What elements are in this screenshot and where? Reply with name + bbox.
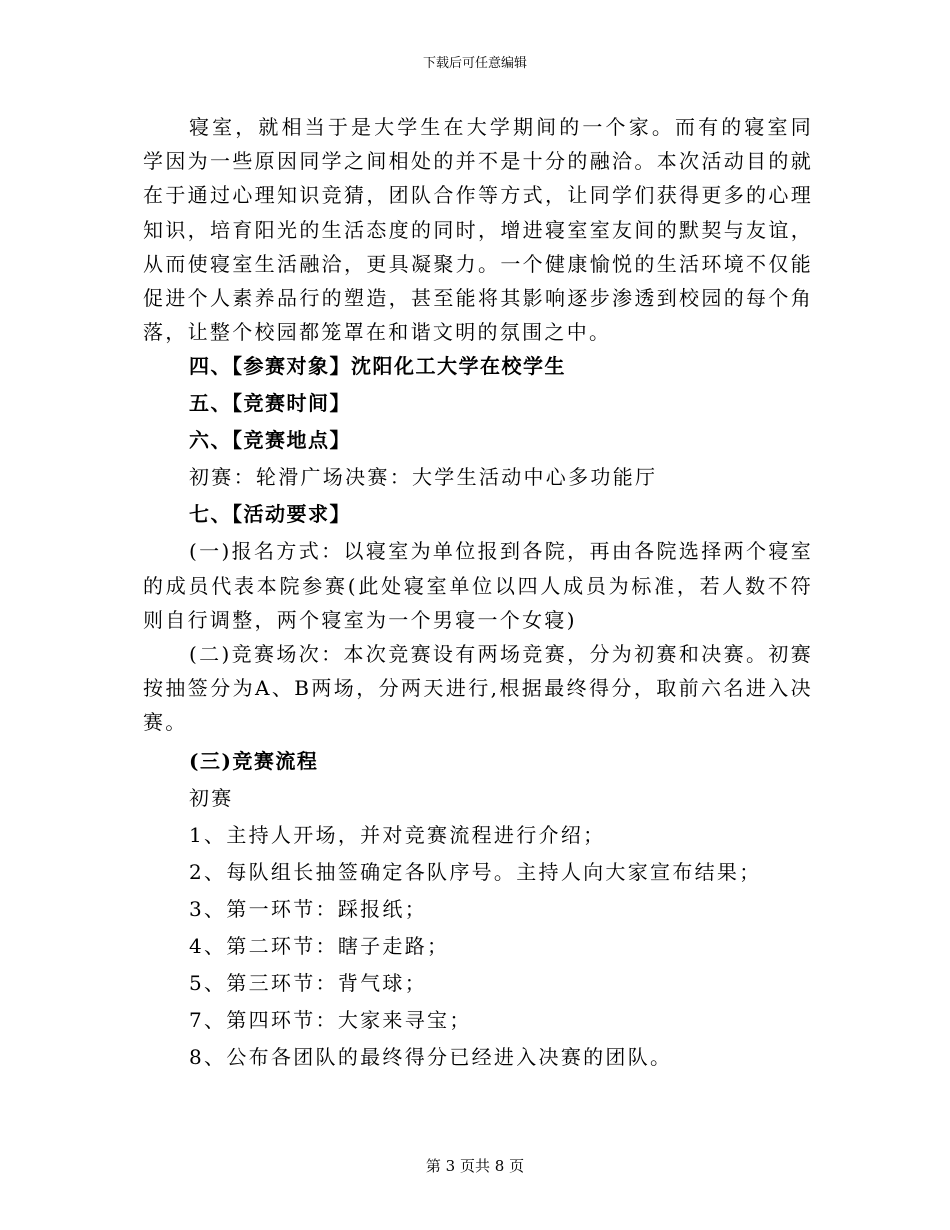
prelim-label: 初赛 (189, 785, 234, 810)
section-7-requirements: 七、【活动要求】 (189, 502, 351, 527)
section-4-participants: 四、【参赛对象】沈阳化工大学在校学生 (189, 354, 566, 379)
page-header: 下载后可任意编辑 (422, 56, 527, 71)
step-item: 8、公布各团队的最终得分已经进入决赛的团队。 (189, 1044, 673, 1069)
requirement-rounds: (二)竞赛场次：本次竞赛设有两场竞赛，分为初赛和决赛。初赛按抽签分为A、B两场，分两天进行,根据最终得分，取前六名进入决赛。 (143, 642, 813, 735)
step-item: 1、主持人开场，并对竞赛流程进行介绍； (189, 822, 606, 847)
requirement-registration: (一)报名方式：以寝室为单位报到各院，再由各院选择两个寝室的成员代表本院参赛(此处寝室单位以四人成员为标准，若人数不符则自行调整，两个寝室为一个男寝一个女寝) (143, 539, 813, 632)
step-item: 5、第三环节：背气球； (189, 970, 428, 995)
section-5-time: 五、【竞赛时间】 (189, 391, 351, 416)
venue-text: 初赛：轮滑广场决赛：大学生活动中心多功能厅 (189, 465, 658, 490)
requirement-process-heading: (三)竞赛流程 (189, 748, 319, 773)
section-6-venue: 六、【竞赛地点】 (189, 428, 351, 453)
step-item: 3、第一环节：踩报纸； (189, 896, 428, 921)
document-body (143, 110, 813, 1077)
page-footer: 第 3 页共 8 页 (425, 1157, 525, 1175)
step-item: 2、每队组长抽签确定各队序号。主持人向大家宣布结果； (189, 859, 762, 884)
step-item: 7、第四环节：大家来寻宝； (189, 1007, 472, 1032)
intro-paragraph: 寝室，就相当于是大学生在大学期间的一个家。而有的寝室同学因为一些原因同学之间相处的并不是十分的融洽。本次活动目的就在于通过心理知识竞猜，团队合作等方式，让同学们获得更多的心理知识，培育阳光的生活态度的同时，增进寝室室友间的默契与友谊，从而使寝室生活融洽，更具凝聚力。一个健康愉悦的生活环境不仅能促进个人素养品行的塑造，甚至能将其影响逐步渗透到校园的每个角落，让整个校园都笼罩在和谐文明的氛围之中。 (143, 115, 813, 345)
step-item: 4、第二环节：瞎子走路； (189, 933, 450, 958)
